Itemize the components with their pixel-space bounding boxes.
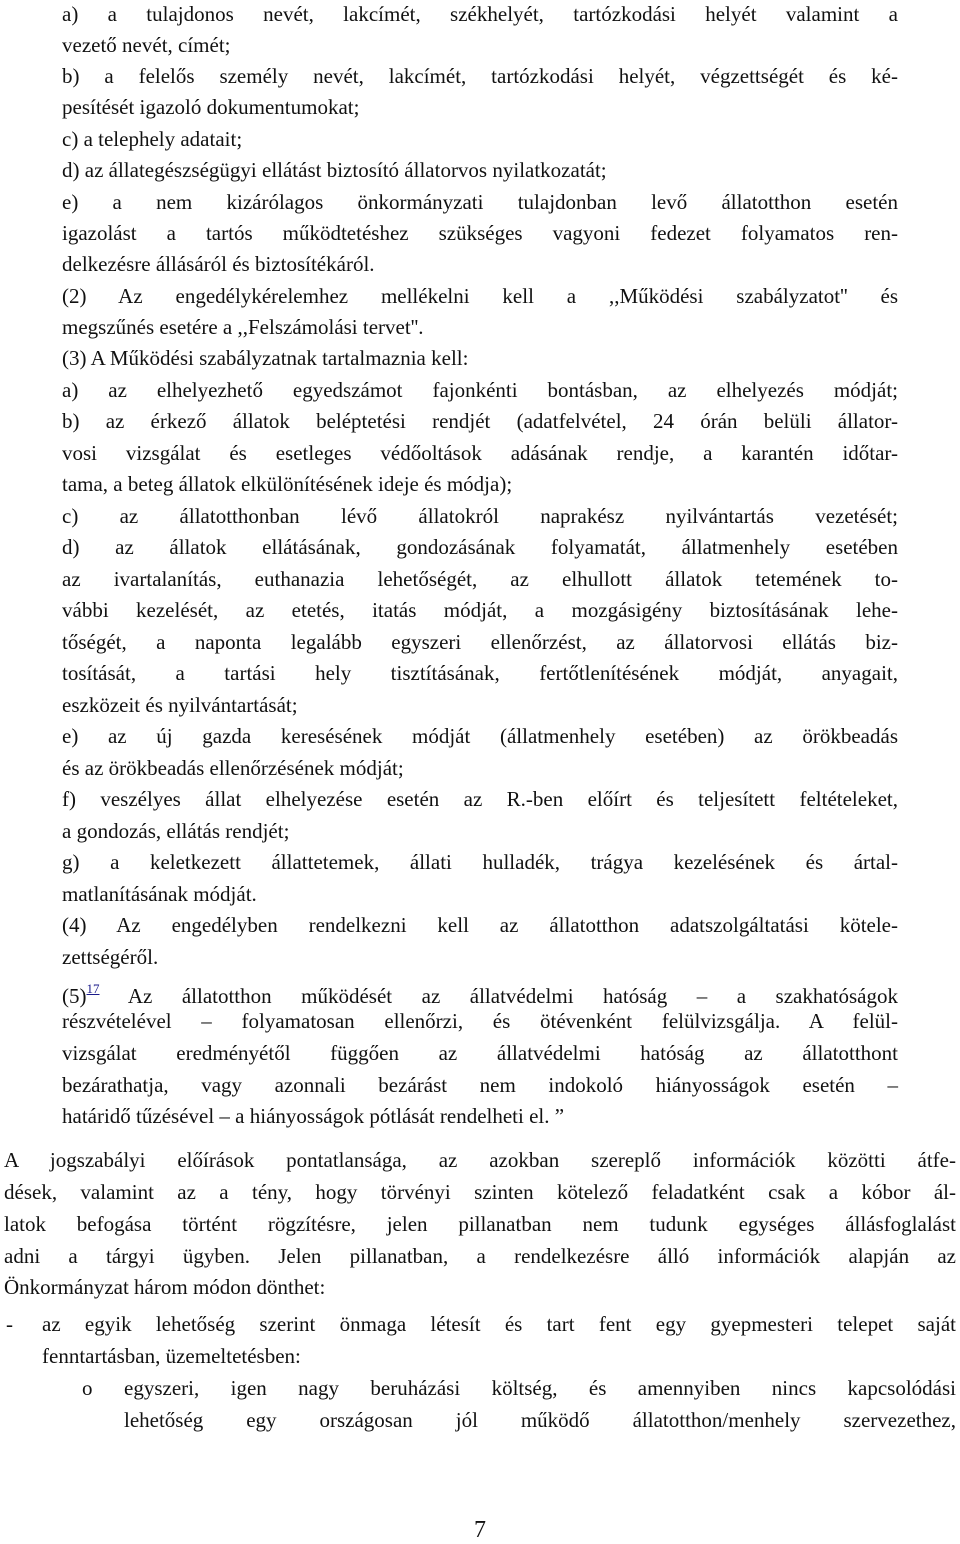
quoted-line: zettségéről. [62, 945, 159, 969]
quoted-line: tőségét, a naponta legalább egyszeri ellenőrzést, az állatorvosi ellátás biz- [62, 630, 898, 654]
quoted-line: d) az állatok ellátásának, gondozásának folyamatát, állatmenhely esetében [62, 535, 898, 559]
body-line: adni a tárgyi ügyben. Jelen pillanatban, a rendelkezésre álló információk alapján az [4, 1244, 956, 1268]
body-line: Önkormányzat három módon dönthet: [4, 1275, 326, 1299]
body-line: A jogszabályi előírások pontatlansága, az azokban szereplő információk közötti átfe- [4, 1148, 956, 1172]
paragraph-5-line: határidő tűzésével – a hiányosságok pótlását rendelheti el. ” [62, 1104, 565, 1128]
quoted-line: a) a tulajdonos nevét, lakcímét, székhelyét, tartózkodási helyét valamint a [62, 2, 898, 26]
quoted-line: (3) A Működési szabályzatnak tartalmaznia kell: [62, 346, 469, 370]
quoted-line: vábbi kezelését, az etetés, itatás módját, a mozgásigény biztosításának lehe- [62, 598, 898, 622]
footnote-link[interactable]: 17 [86, 981, 100, 996]
paragraph-5-line: vizsgálat eredményétől függően az állatvédelmi hatóság az állatotthont [62, 1041, 898, 1065]
quoted-line: igazolást a tartós működtetéshez szükséges vagyoni fedezet folyamatos ren- [62, 221, 898, 245]
quoted-line: vosi vizsgálat és esetleges védőoltások adásának rendje, a karantén időtar- [62, 441, 898, 465]
paragraph-5-first-line [62, 975, 898, 1010]
quoted-line: (2) Az engedélykérelemhez mellékelni kell a ,,Működési szabályzatot'' és [62, 284, 898, 308]
quoted-line: a) az elhelyezhető egyedszámot fajonkénti bontásban, az elhelyezés módját; [62, 378, 898, 402]
quoted-line: e) a nem kizárólagos önkormányzati tulajdonban levő állatotthon esetén [62, 190, 898, 214]
quoted-line: tosítását, a tartási hely tisztításának, fertőtlenítésének módját, anyagait, [62, 661, 898, 685]
quoted-line: b) a felelős személy nevét, lakcímét, tartózkodási helyét, végzettségét és ké- [62, 64, 898, 88]
quoted-line: d) az állategészségügyi ellátást biztosító állatorvos nyilatkozatát; [62, 158, 607, 182]
quoted-line: delkezésre állásáról és biztosítékáról. [62, 252, 375, 276]
sub-item-line: egyszeri, igen nagy beruházási költség, és amennyiben nincs kapcsolódási [124, 1376, 956, 1400]
quoted-line: és az örökbeadás ellenőrzésének módját; [62, 756, 404, 780]
quoted-line: tama, a beteg állatok elkülönítésének ideje és módja); [62, 472, 513, 496]
quoted-line: (4) Az engedélyben rendelkezni kell az állatotthon adatszolgáltatási kötele- [62, 913, 898, 937]
dash-marker: - [6, 1312, 13, 1336]
sub-item-line: lehetőség egy országosan jól működő állatotthon/menhely szervezethez, [124, 1408, 956, 1432]
quoted-line: vezető nevét, címét; [62, 33, 231, 57]
paragraph-5-line: részvételével – folyamatosan ellenőrzi, és ötévenként felülvizsgálja. A felül- [62, 1009, 898, 1033]
paragraph-5-prefix: (5) [62, 984, 87, 1008]
page-number: 7 [474, 1517, 486, 1543]
quoted-line: c) az állatotthonban lévő állatokról naprakész nyilvántartás vezetését; [62, 504, 898, 528]
quoted-line: pesítését igazoló dokumentumokat; [62, 95, 360, 119]
quoted-line: f) veszélyes állat elhelyezése esetén az R.-ben előírt és teljesített feltételeket, [62, 787, 898, 811]
quoted-line: g) a keletkezett állattetemek, állati hulladék, trágya kezelésének és ártal- [62, 850, 898, 874]
quoted-line: b) az érkező állatok beléptetési rendjét (adatfelvétel, 24 órán belüli állator- [62, 409, 898, 433]
quoted-line: c) a telephely adatait; [62, 127, 243, 151]
quoted-line: a gondozás, ellátás rendjét; [62, 819, 290, 843]
quoted-line: matlanításának módját. [62, 882, 257, 906]
dash-item-line: az egyik lehetőség szerint önmaga létesít és tart fent egy gyepmesteri telepet saját [42, 1312, 956, 1336]
quoted-line: e) az új gazda keresésének módját (állatmenhely esetében) az örökbeadás [62, 724, 898, 748]
quoted-line: megszűnés esetére a ,,Felszámolási tervet''. [62, 315, 424, 339]
paragraph-5-line: bezárathatja, vagy azonnali bezárást nem indokoló hiányosságok esetén – [62, 1073, 898, 1097]
sub-bullet-marker: o [82, 1376, 93, 1400]
dash-item-line: fenntartásban, üzemeltetésben: [42, 1344, 301, 1368]
body-line: dések, valamint az a tény, hogy törvényi szinten kötelező feladatként csak a kóbor ál- [4, 1180, 956, 1204]
quoted-line: az ivartalanítás, euthanazia lehetőségét, az elhullott állatok tetemének to- [62, 567, 898, 591]
paragraph-5-first-text: Az állatotthon működését az állatvédelmi hatóság – a szakhatóságok [99, 984, 898, 1008]
body-line: latok befogása történt rögzítésre, jelen pillanatban nem tudunk egységes állásfoglalást [4, 1212, 956, 1236]
quoted-line: eszközeit és nyilvántartását; [62, 693, 298, 717]
